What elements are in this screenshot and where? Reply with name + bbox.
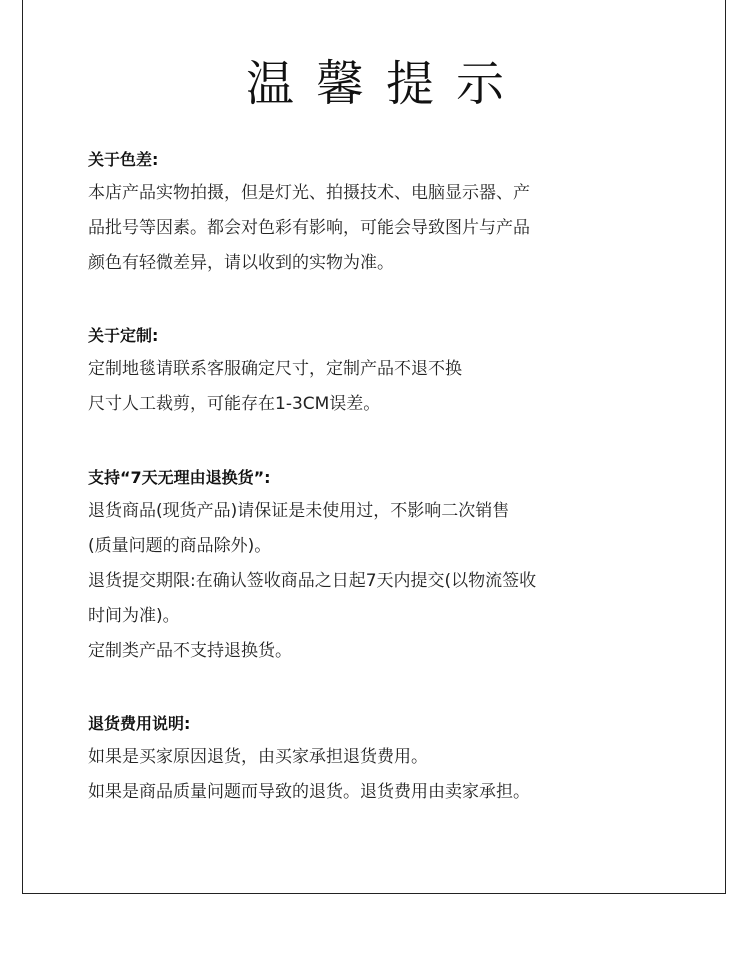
section-line: 如果是商品质量问题而导致的退货。退货费用由卖家承担。	[88, 782, 530, 802]
section-line: 品批号等因素。都会对色彩有影响，可能会导致图片与产品	[88, 218, 530, 238]
section-line: 本店产品实物拍摄，但是灯光、拍摄技术、电脑显示器、产	[88, 183, 530, 203]
section-heading: 支持“7天无理由退换货”:	[88, 468, 271, 487]
section-line: 尺寸人工裁剪，可能存在1-3CM误差。	[88, 394, 381, 414]
section-heading: 关于色差:	[88, 150, 159, 169]
section-line: 退货提交期限:在确认签收商品之日起7天内提交(以物流签收	[88, 571, 537, 591]
section-line: 定制类产品不支持退换货。	[88, 641, 292, 661]
section-heading: 退货费用说明:	[88, 714, 191, 733]
section-line: 颜色有轻微差异，请以收到的实物为准。	[88, 253, 394, 273]
page-title: 温馨提示	[245, 56, 526, 112]
section-7-day-return	[88, 462, 678, 669]
section-line: (质量问题的商品除外)。	[88, 536, 272, 556]
section-customization	[88, 320, 678, 422]
section-line: 时间为准)。	[88, 606, 180, 626]
section-return-fee	[88, 708, 678, 810]
section-line: 如果是买家原因退货，由买家承担退货费用。	[88, 747, 428, 767]
section-color-difference	[88, 144, 678, 281]
section-line: 退货商品(现货产品)请保证是未使用过，不影响二次销售	[88, 501, 510, 521]
section-heading: 关于定制:	[88, 326, 159, 345]
section-line: 定制地毯请联系客服确定尺寸，定制产品不退不换	[88, 359, 462, 379]
